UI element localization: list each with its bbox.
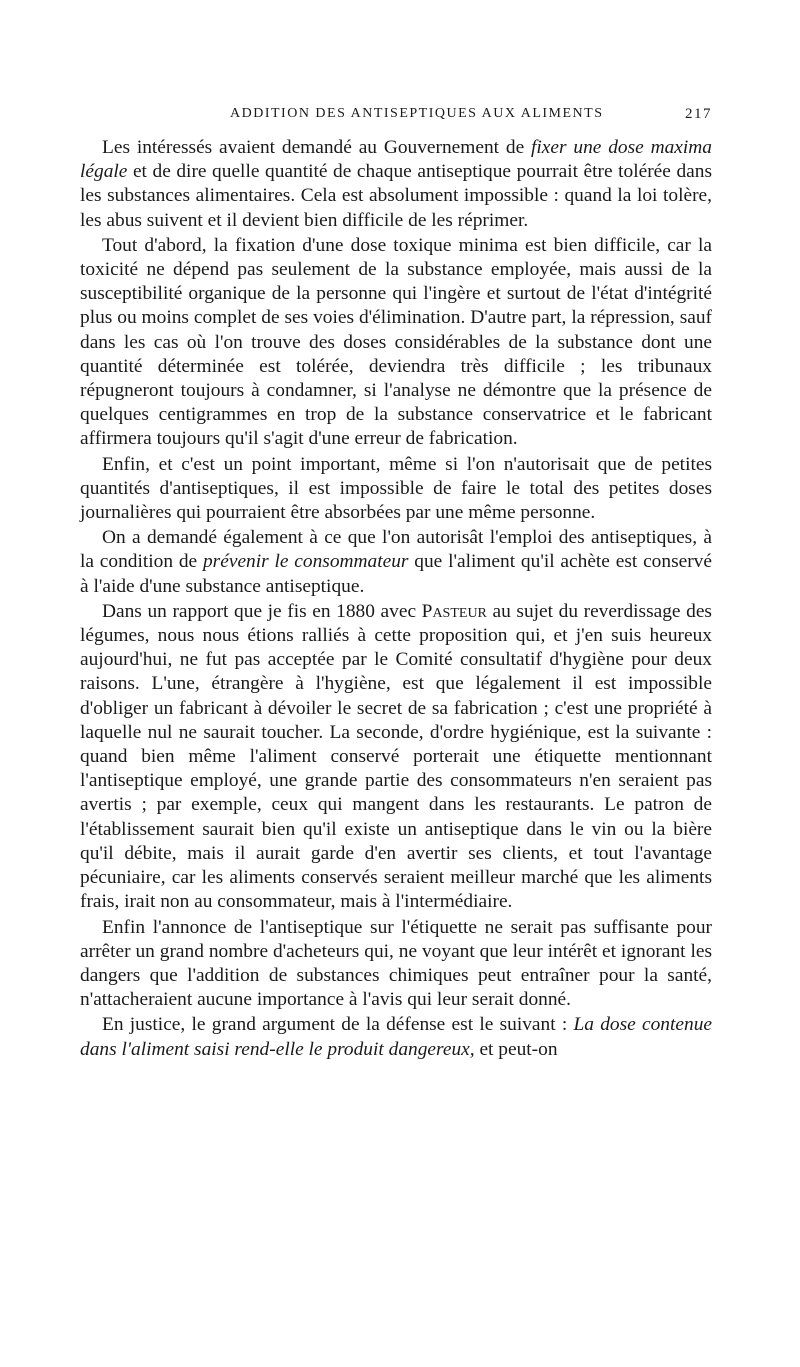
paragraph-4-text-cont: que l'aliment qu'il achète est conservé à l'aide d'une substance antiseptique. [80,551,712,597]
paragraph-1-text: Les intéressés avaient demandé au Gouvernement de [102,137,532,158]
paragraph-6 [80,916,712,1013]
emphasis-dose-contenue: La dose contenue dans l'aliment saisi rend-elle le produit dangereux, [80,1014,712,1060]
paragraph-1-text-cont: et de dire quelle quantité de chaque antiseptique pourrait être tolérée dans les substances alimentaires. Cela est absolument impossible : quand la loi tolère, les abus suivent et il devient bien difficile de les réprimer. [80,161,712,231]
paragraph-7-text-cont: et peut-on [474,1038,558,1060]
paragraph-4-text: On a demandé également à ce que l'on autorisât l'emploi des antiseptiques, à la condition de [80,527,712,573]
paragraph-6-text: Enfin l'annonce de l'antiseptique sur l'étiquette ne serait pas suffisante pour arrêter un grand nombre d'acheteurs qui, ne voyant que leur intérêt et ignorant les dangers que l'addition de substances chimiques peut entraîner pour la santé, n'attacheraient aucune importance à l'avis qui leur serait donné. [80,916,712,1011]
author-name-pasteur: Pasteur [421,600,487,622]
paragraph-7-text: En justice, le grand argument de la défense est le suivant : [102,1014,574,1036]
running-title: ADDITION DES ANTISEPTIQUES AUX ALIMENTS [230,106,604,121]
emphasis-dose-maxima: fixer une dose maxima légale [80,137,712,183]
book-page [80,96,712,1062]
page-number: 217 [685,106,712,122]
paragraph-5 [80,600,712,915]
paragraph-2 [80,234,712,452]
paragraph-5-text-cont: au sujet du reverdissage des légumes, nous nous étions ralliés à cette proposition qui, et j'en suis heureux aujourd'hui, ne fut pas acceptée par le Comité consultatif d'hygiène pour deux raisons. L'une, étrangère à l'hygiène, est que légalement il est impossible d'obliger un fabricant à dévoiler le secret de sa fabrication ; c'est une propriété à laquelle nul ne saurait toucher. La seconde, d'ordre hygiénique, est la suivante : quand bien même l'aliment conservé porterait une étiquette mentionnant l'antiseptique employé, une grande partie des consommateurs n'en seraient pas avertis ; par exemple, ceux qui mangent dans les restaurants. Le patron de l'établissement saurait bien qu'il existe un antiseptique dans le vin ou la bière qu'il débite, mais il aurait garde d'en avertir ses clients, et tout l'avantage pécuniaire, car les aliments conservés seraient meilleur marché que les aliments frais, irait non au consommateur, mais à l'intermédiaire. [80,600,712,913]
paragraph-7 [80,1013,712,1061]
paragraph-2-text: Tout d'abord, la fixation d'une dose toxique minima est bien difficile, car la toxicité ne dépend pas seulement de la substance employée, mais aussi de la susceptibilité organique de la personne qui l'ingère et surtout de l'état d'intégrité plus ou moins complet de ses voies d'élimination. D'autre part, la répression, sauf dans les cas où l'on trouve des doses considérables de la substance dont une quantité déterminée est tolérée, deviendra très difficile ; les tribunaux répugneront toujours à condamner, si l'analyse ne démontre que la présence de quelques centigrammes en trop de la substance conservatrice et le fabricant affirmera toujours qu'il s'agit d'une erreur de fabrication. [80,234,712,450]
paragraph-3 [80,453,712,526]
body-text [80,136,712,1062]
paragraph-5-text: Dans un rapport que je fis en 1880 avec [102,600,422,622]
page-header [80,96,712,136]
emphasis-prevenir: prévenir le consommateur [202,551,409,573]
paragraph-4 [80,526,712,599]
paragraph-3-text: Enfin, et c'est un point important, même si l'on n'autorisait que de petites quantités d'antiseptiques, il est impossible de faire le total des petites doses journalières qui pourraient être absorbées par une même personne. [80,453,712,524]
paragraph-1 [80,136,712,233]
